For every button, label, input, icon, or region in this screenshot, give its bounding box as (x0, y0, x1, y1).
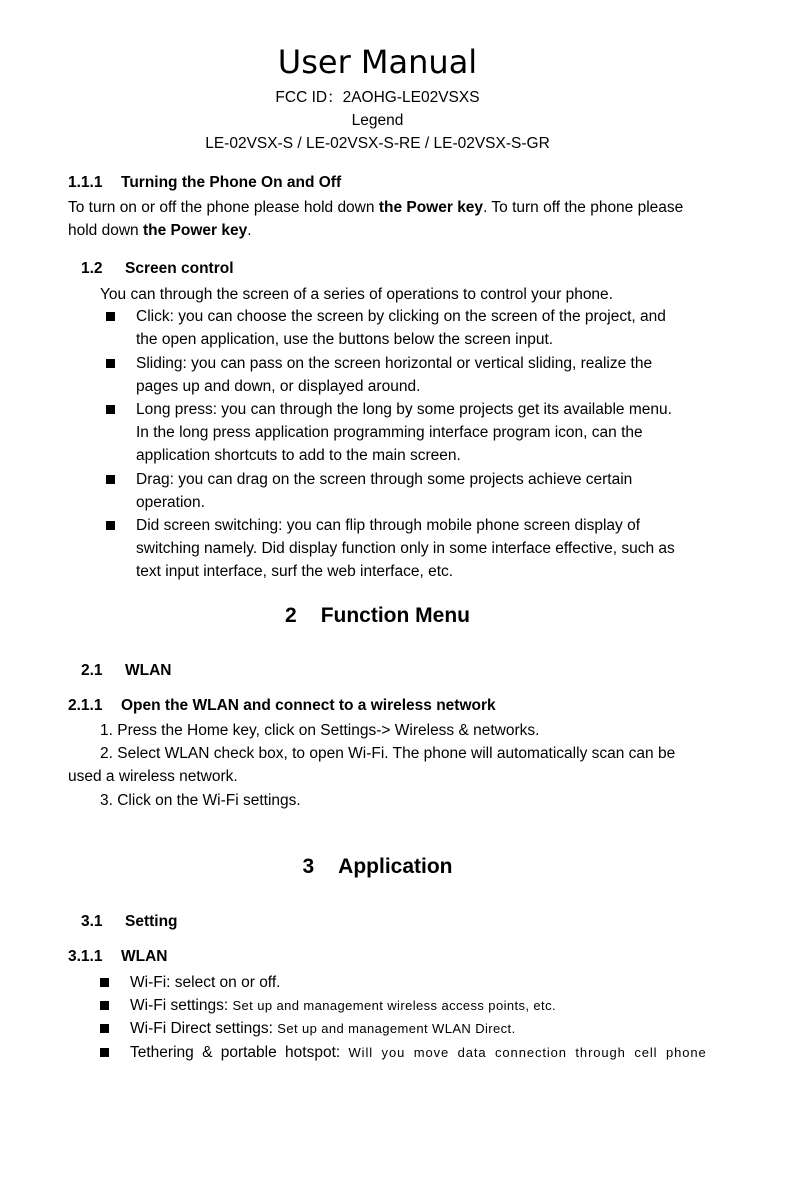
section-title: WLAN (121, 948, 168, 965)
power-key-emphasis: the Power key (378, 199, 484, 216)
section-1-2-heading (81, 259, 234, 279)
item-label: Wi-Fi settings: (130, 997, 233, 1014)
bullet-line: Click: you can choose the screen by clicking on the screen of the project, and (136, 308, 666, 325)
section-number: 1.1.1 (68, 174, 103, 191)
bullet-line: operation. (136, 494, 205, 511)
section-number: 1.2 (81, 260, 103, 277)
model-list: LE-02VSX-S / LE-02VSX-S-RE / LE-02VSX-S-GR (205, 135, 550, 152)
text: . To turn off the phone please (483, 199, 684, 216)
wlan-item-text (130, 1017, 516, 1040)
bullet-square-icon (106, 312, 115, 321)
section-title: WLAN (125, 662, 172, 679)
section-3-1-heading (81, 912, 178, 932)
bullet-square-icon (106, 405, 115, 414)
power-key-paragraph-line1 (68, 196, 683, 219)
section-1-1-1-heading (68, 173, 341, 193)
section-number: 3.1.1 (68, 948, 103, 965)
text: . (247, 222, 252, 239)
section-title: Turning the Phone On and Off (121, 174, 342, 191)
legend-label: Legend (351, 112, 404, 129)
section-2-1-1-heading (68, 696, 496, 716)
bullet-line: the open application, use the buttons below the screen input. (136, 331, 554, 348)
power-key-emphasis: the Power key (142, 222, 248, 239)
wlan-step-1: 1. Press the Home key, click on Settings-> Wireless & networks. (100, 722, 540, 739)
bullet-line: Drag: you can drag on the screen through some projects achieve certain (136, 471, 633, 488)
screen-control-intro: You can through the screen of a series of operations to control your phone. (100, 286, 613, 303)
bullet-square-icon (100, 1001, 109, 1010)
item-description: Set up and management WLAN Direct. (277, 1021, 516, 1036)
bullet-line: Did screen switching: you can flip through mobile phone screen display of (136, 517, 641, 534)
item-label: Tethering & portable hotspot: (130, 1044, 349, 1061)
section-title: Open the WLAN and connect to a wireless network (121, 697, 496, 714)
section-title: Screen control (125, 260, 234, 277)
chapter-number: 2 (285, 604, 297, 627)
chapter-2-heading (0, 603, 755, 629)
item-description: Will you move data connection through cell phone (348, 1045, 707, 1060)
text: To turn on or off the phone please hold down (68, 199, 379, 216)
item-label: Wi-Fi: select on or off. (130, 974, 281, 991)
bullet-line: application shortcuts to add to the main screen. (136, 447, 461, 464)
chapter-3-heading (0, 854, 755, 880)
bullet-square-icon (100, 1024, 109, 1033)
chapter-title: Application (338, 855, 453, 878)
wlan-item-text (130, 1041, 707, 1064)
bullet-square-icon (100, 1048, 109, 1057)
item-label: Wi-Fi Direct settings: (130, 1020, 278, 1037)
section-3-1-1-heading (68, 947, 168, 967)
text: hold down (68, 222, 143, 239)
section-title: Setting (125, 913, 178, 930)
bullet-line: text input interface, surf the web interface, etc. (136, 563, 454, 580)
wlan-step-2: 2. Select WLAN check box, to open Wi-Fi. The phone will automatically scan can be (100, 745, 676, 762)
fcc-id: FCC ID：2AOHG-LE02VSXS (275, 89, 480, 106)
item-description: Set up and management wireless access points, etc. (232, 998, 556, 1013)
bullet-line: pages up and down, or displayed around. (136, 378, 421, 395)
bullet-line: Sliding: you can pass on the screen horizontal or vertical sliding, realize the (136, 355, 653, 372)
bullet-line: switching namely. Did display function only in some interface effective, such as (136, 540, 675, 557)
bullet-square-icon (106, 521, 115, 530)
section-2-1-heading (81, 661, 172, 681)
wlan-step-3: 3. Click on the Wi-Fi settings. (100, 792, 301, 809)
bullet-line: Long press: you can through the long by some projects get its available menu. (136, 401, 672, 418)
power-key-paragraph-line2 (68, 219, 252, 242)
bullet-line: In the long press application programming interface program icon, can the (136, 424, 643, 441)
bullet-square-icon (106, 359, 115, 368)
section-number: 2.1 (81, 662, 103, 679)
chapter-title: Function Menu (320, 604, 470, 627)
wlan-step-2-continued: used a wireless network. (68, 768, 238, 785)
section-number: 3.1 (81, 913, 103, 930)
chapter-number: 3 (302, 855, 315, 878)
wlan-item-text (130, 994, 556, 1017)
bullet-square-icon (106, 475, 115, 484)
section-number: 2.1.1 (68, 697, 103, 714)
document-title: User Manual (277, 43, 478, 81)
bullet-square-icon (100, 978, 109, 987)
wlan-item-text (130, 971, 280, 994)
